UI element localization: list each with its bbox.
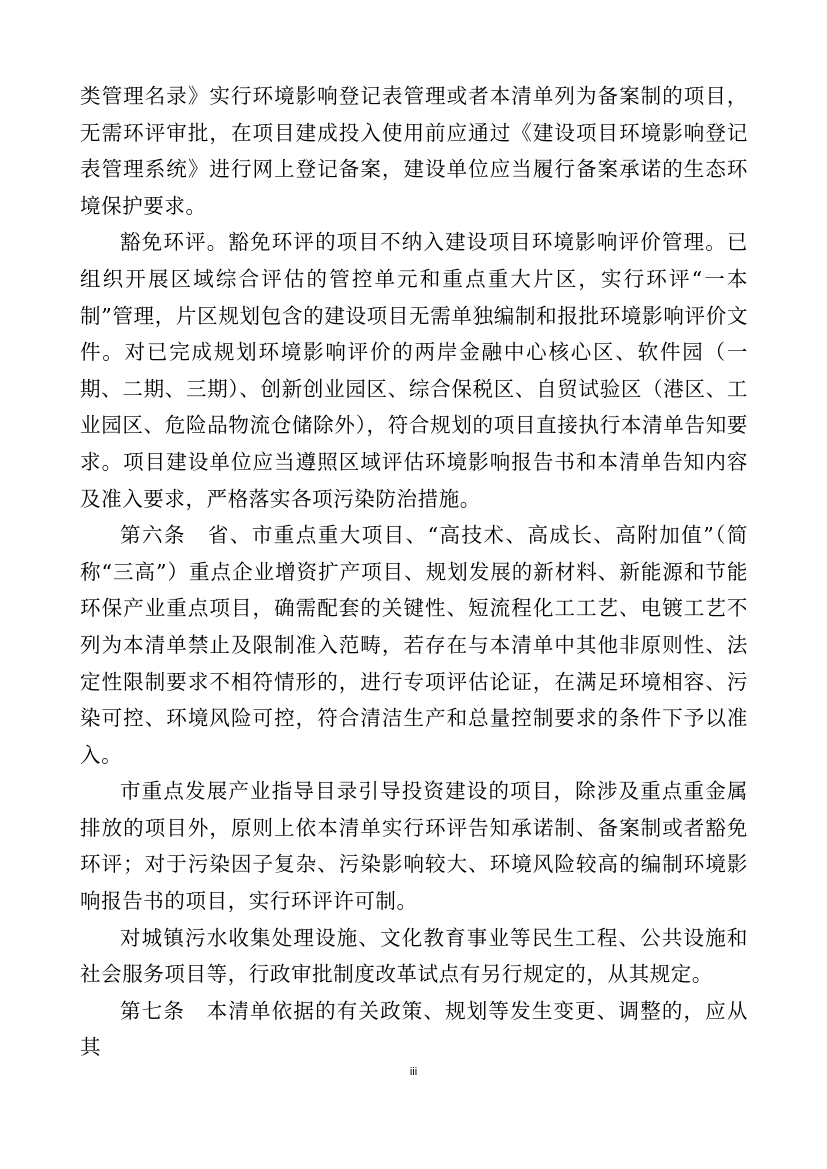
paragraph-1: 类管理名录》实行环境影响登记表管理或者本清单列为备案制的项目，无需环评审批，在项目建成投入使用前应通过《建设项目环境影响登记表管理系统》进行网上登记备案，建设单位应当履行备案承诺的生态环境保护要求。	[80, 84, 748, 218]
page-number: iii	[409, 1066, 418, 1078]
paragraph-6: 第七条 本清单依据的有关政策、规划等发生变更、调整的，应从其	[80, 998, 748, 1060]
paragraph-3: 第六条 省、市重点重大项目、“高技术、高成长、高附加值”（简称“三高”）重点企业增资扩产项目、规划发展的新材料、新能源和节能环保产业重点项目，确需配套的关键性、短流程化工工艺、电镀工艺不列为本清单禁止及限制准入范畴，若存在与本清单中其他非原则性、法定性限制要求不相符情形的，进行专项评估论证，在满足环境相容、污染可控、环境风险可控，符合清洁生产和总量控制要求的条件下予以准入。	[80, 523, 748, 767]
document-body	[80, 78, 748, 1066]
paragraph-4: 市重点发展产业指导目录引导投资建设的项目，除涉及重点重金属排放的项目外，原则上依本清单实行环评告知承诺制、备案制或者豁免环评；对于污染因子复杂、污染影响较大、环境风险较高的编制环境影响报告书的项目，实行环评许可制。	[80, 779, 748, 914]
paragraph-2: 豁免环评。豁免环评的项目不纳入建设项目环境影响评价管理。已组织开展区域综合评估的管控单元和重点重大片区，实行环评“一本制”管理，片区规划包含的建设项目无需单独编制和报批环境影响评价文件。对已完成规划环境影响评价的两岸金融中心核心区、软件园（一期、二期、三期）、创新创业园区、综合保税区、自贸试验区（港区、工业园区、危险品物流仓储除外），符合规划的项目直接执行本清单告知要求。项目建设单位应当遵照区域评估环境影响报告书和本清单告知内容及准入要求，严格落实各项污染防治措施。	[80, 230, 748, 511]
paragraph-5: 对城镇污水收集处理设施、文化教育事业等民生工程、公共设施和社会服务项目等，行政审批制度改革试点有另行规定的，从其规定。	[80, 925, 748, 987]
